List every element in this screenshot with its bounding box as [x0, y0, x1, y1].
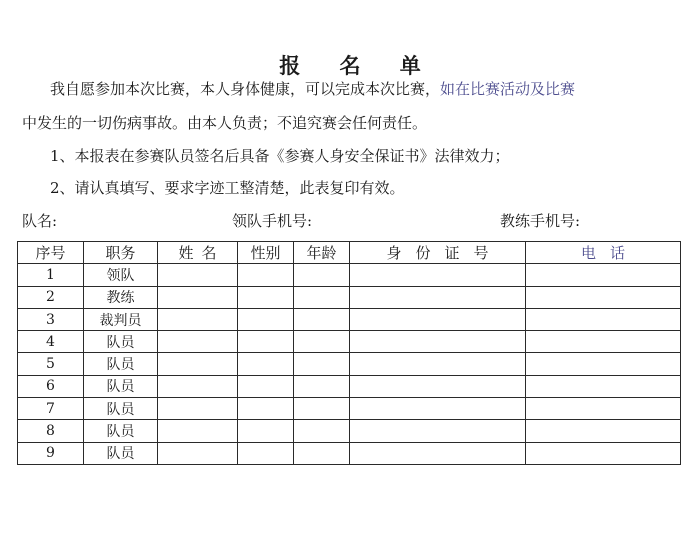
id-number-cell[interactable]: [350, 442, 526, 464]
gender-cell[interactable]: [238, 308, 294, 330]
phone-cell[interactable]: [526, 286, 681, 308]
gender-cell[interactable]: [238, 398, 294, 420]
note-2: 2、请认真填写、要求字迹工整清楚，此表复印有效。: [50, 179, 405, 197]
name-cell[interactable]: [158, 286, 238, 308]
table-row: [18, 264, 681, 286]
table-body: [18, 264, 681, 465]
id-number-cell[interactable]: [350, 420, 526, 442]
leader-phone-label: 领队手机号:: [232, 212, 313, 230]
row-index: 1: [18, 264, 84, 286]
gender-cell[interactable]: [238, 442, 294, 464]
table-row: [18, 308, 681, 330]
id-number-cell[interactable]: [350, 308, 526, 330]
age-cell[interactable]: [294, 420, 350, 442]
row-index: 7: [18, 398, 84, 420]
age-cell[interactable]: [294, 442, 350, 464]
id-number-cell[interactable]: [350, 286, 526, 308]
row-role: 裁判员: [84, 308, 158, 330]
age-cell[interactable]: [294, 308, 350, 330]
table-row: [18, 398, 681, 420]
id-number-cell[interactable]: [350, 353, 526, 375]
header-name: 姓名: [158, 242, 238, 264]
row-index: 2: [18, 286, 84, 308]
header-role: 职务: [84, 242, 158, 264]
phone-cell[interactable]: [526, 264, 681, 286]
intro-line-1: [50, 78, 575, 100]
row-role: 领队: [84, 264, 158, 286]
phone-cell[interactable]: [526, 353, 681, 375]
row-role: 队员: [84, 353, 158, 375]
gender-cell[interactable]: [238, 420, 294, 442]
team-name-label: 队名:: [22, 212, 58, 230]
phone-cell[interactable]: [526, 420, 681, 442]
phone-cell[interactable]: [526, 442, 681, 464]
name-cell[interactable]: [158, 264, 238, 286]
row-role: 队员: [84, 420, 158, 442]
age-cell[interactable]: [294, 375, 350, 397]
intro-line-1-blue-text: 如在比赛活动及比赛: [440, 80, 576, 98]
age-cell[interactable]: [294, 331, 350, 353]
phone-cell[interactable]: [526, 331, 681, 353]
header-id-number: 身份证号: [350, 242, 526, 264]
gender-cell[interactable]: [238, 264, 294, 286]
id-number-cell[interactable]: [350, 264, 526, 286]
age-cell[interactable]: [294, 286, 350, 308]
coach-phone-label: 教练手机号:: [500, 212, 581, 230]
note-1: 1、本报表在参赛队员签名后具备《参赛人身安全保证书》法律效力；: [50, 147, 510, 165]
phone-cell[interactable]: [526, 375, 681, 397]
row-index: 3: [18, 308, 84, 330]
phone-cell[interactable]: [526, 398, 681, 420]
row-role: 队员: [84, 331, 158, 353]
table-row: [18, 286, 681, 308]
age-cell[interactable]: [294, 264, 350, 286]
row-index: 9: [18, 442, 84, 464]
age-cell[interactable]: [294, 353, 350, 375]
header-age: 年龄: [294, 242, 350, 264]
intro-line-1-text: 我自愿参加本次比赛，本人身体健康，可以完成本次比赛，: [50, 80, 441, 98]
age-cell[interactable]: [294, 398, 350, 420]
table-header-row: [18, 242, 681, 264]
row-role: 队员: [84, 442, 158, 464]
row-index: 8: [18, 420, 84, 442]
table-row: [18, 375, 681, 397]
table-row: [18, 331, 681, 353]
name-cell[interactable]: [158, 375, 238, 397]
row-role: 教练: [84, 286, 158, 308]
registration-table: [17, 241, 681, 465]
name-cell[interactable]: [158, 398, 238, 420]
phone-cell[interactable]: [526, 308, 681, 330]
row-index: 4: [18, 331, 84, 353]
header-phone: 电话: [526, 242, 681, 264]
table-row: [18, 420, 681, 442]
id-number-cell[interactable]: [350, 398, 526, 420]
id-number-cell[interactable]: [350, 331, 526, 353]
name-cell[interactable]: [158, 331, 238, 353]
name-cell[interactable]: [158, 442, 238, 464]
name-cell[interactable]: [158, 420, 238, 442]
row-index: 5: [18, 353, 84, 375]
gender-cell[interactable]: [238, 353, 294, 375]
name-cell[interactable]: [158, 353, 238, 375]
id-number-cell[interactable]: [350, 375, 526, 397]
page-title: 报 名 单: [279, 53, 437, 78]
gender-cell[interactable]: [238, 286, 294, 308]
intro-line-2: 中发生的一切伤病事故。由本人负责；不追究赛会任何责任。: [22, 114, 428, 132]
header-gender: 性别: [238, 242, 294, 264]
row-role: 队员: [84, 375, 158, 397]
gender-cell[interactable]: [238, 331, 294, 353]
table-row: [18, 442, 681, 464]
header-index: 序号: [18, 242, 84, 264]
name-cell[interactable]: [158, 308, 238, 330]
gender-cell[interactable]: [238, 375, 294, 397]
row-index: 6: [18, 375, 84, 397]
row-role: 队员: [84, 398, 158, 420]
table-row: [18, 353, 681, 375]
